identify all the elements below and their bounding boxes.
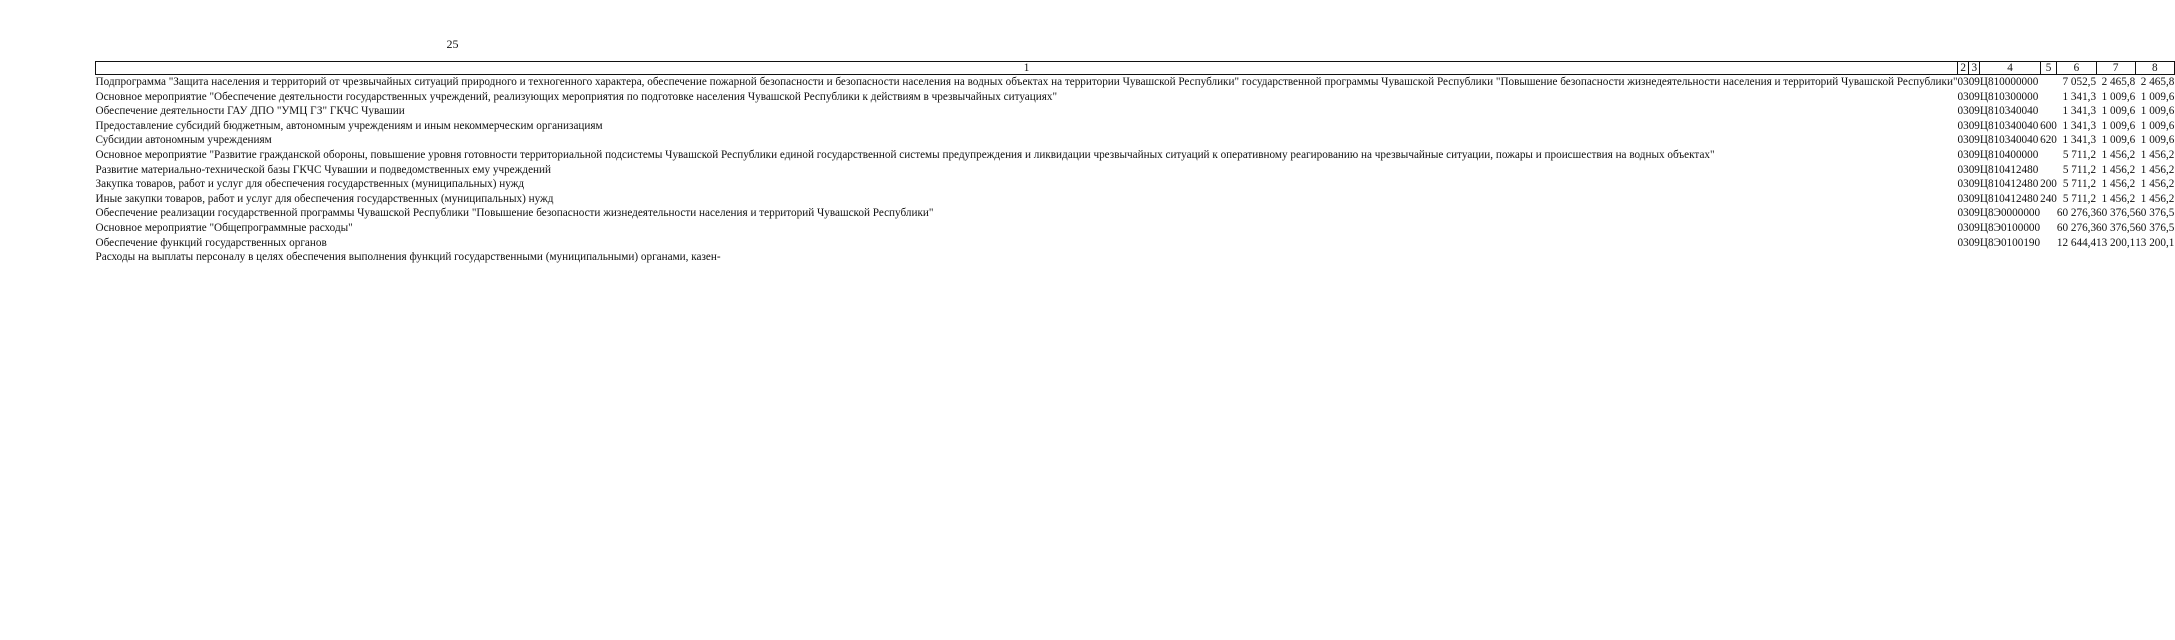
amount-col7: 1 009,6 [2101, 134, 2136, 147]
amount-col6: 5 711,2 [2062, 163, 2097, 176]
amount-col7: 13 200,1 [2096, 236, 2136, 249]
row-name: Обеспечение деятельности ГАУ ДПО "УМЦ ГЗ" ГКЧС Чувашии [95, 105, 405, 118]
subsection-code: 09 [1968, 192, 1980, 205]
expense-type-code [2040, 104, 2057, 119]
amount-col7: 1 009,6 [2101, 119, 2136, 132]
target-article-code: Ц8Э0000000 [1979, 207, 2041, 220]
amount-col7: 60 376,5 [2096, 221, 2136, 234]
subsection-code: 09 [1968, 119, 1980, 132]
table-row [96, 119, 2175, 134]
amount-col6: 5 711,2 [2062, 192, 2097, 205]
subsection-code: 09 [1968, 236, 1980, 249]
amount-col6: 1 341,3 [2062, 105, 2097, 118]
budget-table [95, 61, 2175, 265]
row-name: Субсидии автономным учреждениям [95, 134, 272, 147]
amount-col7 [2096, 250, 2135, 265]
amount-col8: 1 456,2 [2140, 178, 2175, 191]
amount-col8: 2 465,8 [2140, 76, 2175, 88]
table-row [96, 148, 2175, 163]
subsection-code: 09 [1968, 221, 1980, 234]
column-number-row [96, 62, 2175, 75]
amount-col6: 1 341,3 [2062, 119, 2097, 132]
section-code: 03 [1957, 207, 1969, 220]
target-article-code: Ц810340040 [1979, 105, 2039, 118]
expense-type-code [2040, 75, 2057, 90]
section-code: 03 [1957, 221, 1969, 234]
subsection-code: 09 [1968, 134, 1980, 147]
expense-type-code [2040, 90, 2057, 105]
row-name: Закупка товаров, работ и услуг для обеспечения государственных (муниципальных) нужд [95, 178, 525, 191]
section-code: 03 [1957, 119, 1969, 132]
amount-col8: 1 456,2 [2140, 163, 2175, 176]
amount-col7: 1 456,2 [2101, 148, 2136, 161]
table-header [96, 62, 2175, 75]
expense-type-code: 620 [2040, 134, 2057, 147]
target-article-code: Ц810300000 [1979, 90, 2039, 103]
amount-col6: 7 052,5 [2062, 76, 2097, 88]
amount-col6: 60 276,3 [2056, 221, 2097, 234]
column-number: 5 [2040, 62, 2057, 75]
row-name: Подпрограмма "Защита населения и территорий от чрезвычайных ситуаций природного и техногенного характера, обеспечение пожарной безопасности и безопасности населения на водных объектах на территории Чувашской Республики" государственной программы Чувашской Республики "Повышение безопасности жизнедеятельности населения и территорий Чувашской Республики" [95, 76, 1958, 88]
row-name: Предоставление субсидий бюджетным, автономным учреждениям и иным некоммерческим организациям [95, 119, 603, 132]
table-row [96, 163, 2175, 178]
target-article-code: Ц810412480 [1979, 163, 2039, 176]
row-name: Расходы на выплаты персоналу в целях обеспечения выполнения функций государственными (муниципальными) органами, казен- [95, 251, 721, 264]
amount-col8: 1 009,6 [2140, 90, 2175, 103]
column-number: 6 [2057, 62, 2096, 75]
subsection-code [1969, 250, 1980, 265]
section-code: 03 [1957, 90, 1969, 103]
row-name: Основное мероприятие "Общепрограммные расходы" [95, 221, 353, 234]
section-code [1958, 250, 1969, 265]
section-code: 03 [1957, 148, 1969, 161]
section-code: 03 [1957, 192, 1969, 205]
column-number: 7 [2096, 62, 2135, 75]
row-name: Обеспечение функций государственных органов [95, 236, 327, 249]
table-row [96, 192, 2175, 207]
subsection-code: 09 [1968, 163, 1980, 176]
expense-type-code: 200 [2040, 178, 2057, 191]
table-row [96, 133, 2175, 148]
expense-type-code: 600 [2040, 119, 2057, 132]
target-article-code: Ц810340040 [1979, 119, 2039, 132]
column-number: 2 [1958, 62, 1969, 75]
target-article-code: Ц810340040 [1979, 134, 2039, 147]
target-article-code: Ц810000000 [1979, 76, 2039, 88]
amount-col6: 5 711,2 [2062, 148, 2097, 161]
column-number: 4 [1980, 62, 2040, 75]
expense-type-code [2040, 250, 2057, 265]
target-article-code: Ц810412480 [1979, 178, 2039, 191]
expense-type-code [2040, 206, 2057, 221]
amount-col7: 1 456,2 [2101, 178, 2136, 191]
target-article-code: Ц810412480 [1979, 192, 2039, 205]
table-row [96, 236, 2175, 251]
subsection-code: 09 [1968, 76, 1980, 88]
amount-col8: 1 009,6 [2140, 105, 2175, 118]
table-row [96, 250, 2175, 265]
section-code: 03 [1957, 134, 1969, 147]
table-body [96, 75, 2175, 265]
amount-col8: 1 456,2 [2140, 148, 2175, 161]
column-number: 1 [96, 62, 1958, 75]
target-article-code: Ц8Э0100000 [1979, 221, 2041, 234]
target-article-code [1980, 250, 2040, 265]
amount-col7: 2 465,8 [2101, 76, 2136, 88]
amount-col7: 1 009,6 [2101, 90, 2136, 103]
section-code: 03 [1957, 163, 1969, 176]
row-name: Развитие материально-технической базы ГКЧС Чувашии и подведомственных ему учреждений [95, 163, 551, 176]
expense-type-code [2040, 148, 2057, 163]
section-code: 03 [1957, 236, 1969, 249]
table-row [96, 177, 2175, 192]
expense-type-code [2040, 236, 2057, 251]
row-name: Основное мероприятие "Обеспечение деятельности государственных учреждений, реализующих мероприятия по подготовке населения Чувашской Республики к действиям в чрезвычайных ситуациях" [95, 90, 1058, 103]
page-number: 25 [446, 37, 459, 51]
section-code: 03 [1957, 178, 1969, 191]
subsection-code: 09 [1968, 148, 1980, 161]
expense-type-code [2040, 221, 2057, 236]
table-row [96, 221, 2175, 236]
table-row [96, 104, 2175, 119]
row-name: Иные закупки товаров, работ и услуг для обеспечения государственных (муниципальных) нужд [95, 192, 554, 205]
subsection-code: 09 [1968, 105, 1980, 118]
subsection-code: 09 [1968, 90, 1980, 103]
amount-col7: 1 009,6 [2101, 105, 2136, 118]
amount-col8: 13 200,1 [2135, 236, 2175, 249]
amount-col6: 1 341,3 [2062, 134, 2097, 147]
row-name: Основное мероприятие "Развитие гражданской обороны, повышение уровня готовности территориальной подсистемы Чувашской Республики единой государственной системы предупреждения и ликвидации чрезвычайных ситуаций к оперативному реагированию на чрезвычайные ситуации, пожары и происшествия на водных объектах" [95, 148, 1715, 161]
column-number: 8 [2135, 62, 2174, 75]
amount-col6 [2057, 250, 2096, 265]
expense-type-code [2040, 163, 2057, 178]
amount-col8: 1 456,2 [2140, 192, 2175, 205]
section-code: 03 [1957, 105, 1969, 118]
subsection-code: 09 [1968, 207, 1980, 220]
table-row [96, 75, 2175, 90]
amount-col6: 12 644,4 [2056, 236, 2097, 249]
row-name: Обеспечение реализации государственной программы Чувашской Республики "Повышение безопасности жизнедеятельности населения и территорий Чувашской Республики" [95, 207, 934, 220]
amount-col6: 1 341,3 [2062, 90, 2097, 103]
table-row [96, 90, 2175, 105]
amount-col8: 60 376,5 [2135, 221, 2175, 234]
amount-col8: 1 009,6 [2140, 134, 2175, 147]
amount-col8: 60 376,5 [2135, 207, 2175, 220]
amount-col6: 60 276,3 [2056, 207, 2097, 220]
subsection-code: 09 [1968, 178, 1980, 191]
amount-col8: 1 009,6 [2140, 119, 2175, 132]
amount-col6: 5 711,2 [2062, 178, 2097, 191]
amount-col8 [2135, 250, 2174, 265]
amount-col7: 60 376,5 [2096, 207, 2136, 220]
section-code: 03 [1957, 76, 1969, 88]
target-article-code: Ц8Э0100190 [1979, 236, 2041, 249]
target-article-code: Ц810400000 [1979, 148, 2039, 161]
amount-col7: 1 456,2 [2101, 192, 2136, 205]
column-number: 3 [1969, 62, 1980, 75]
amount-col7: 1 456,2 [2101, 163, 2136, 176]
expense-type-code: 240 [2040, 192, 2057, 205]
table-row [96, 206, 2175, 221]
